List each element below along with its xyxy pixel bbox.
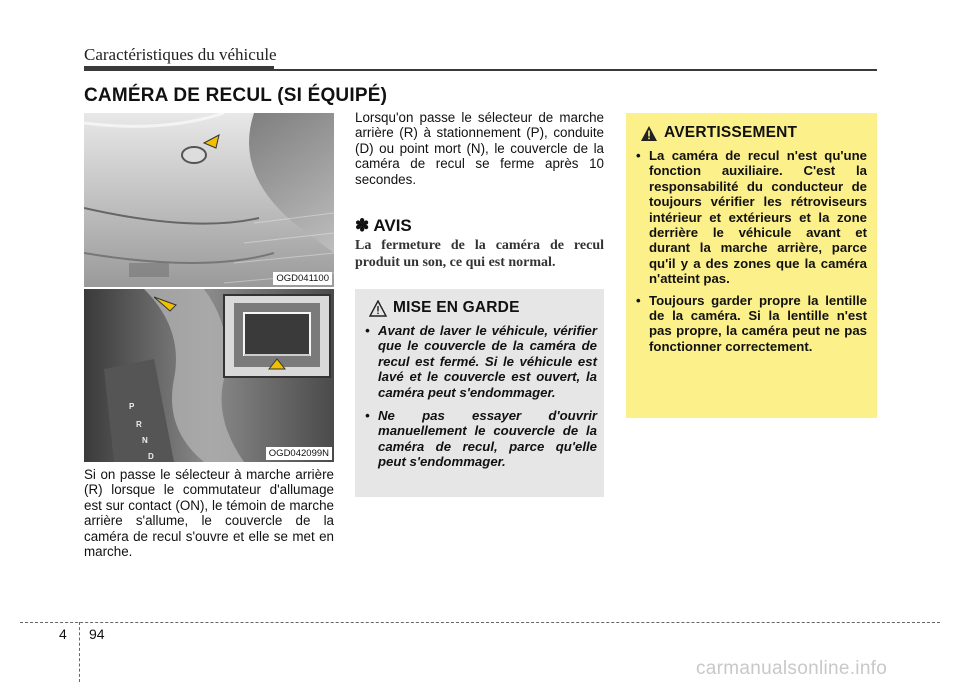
page-chapter-number: 4 <box>59 626 67 642</box>
caution-box <box>355 289 604 497</box>
gear-label-r: R <box>136 420 142 429</box>
gear-label-p: P <box>129 402 135 411</box>
column2-paragraph: Lorsqu'on passe le sélecteur de marche arrière (R) à stationnement (P), conduite (D) ou point mort (N), le couvercle de la caméra de recul se ferme après 10 secondes. <box>355 110 604 187</box>
warning-triangle-icon <box>640 125 658 142</box>
caution-item-text: Ne pas essayer d'ouvrir manuellement le couvercle de la caméra de recul, parce qu'elle peut s'endommager. <box>378 408 597 470</box>
rear-camera-photo <box>84 113 334 287</box>
caution-item <box>365 323 597 400</box>
warning-item <box>636 293 867 355</box>
warning-title: AVERTISSEMENT <box>664 124 798 141</box>
section-title: CAMÉRA DE RECUL (SI ÉQUIPÉ) <box>84 85 388 106</box>
warning-item <box>636 148 867 287</box>
footer-dashed-line <box>20 622 940 623</box>
bullet-icon: • <box>365 323 370 338</box>
warning-list <box>636 148 867 360</box>
warning-item-text: Toujours garder propre la lentille de la caméra. Si la lentille n'est pas propre, la caméra peut ne pas fonctionner correctement. <box>649 292 867 354</box>
bullet-icon: • <box>636 292 641 308</box>
caution-item-text: Avant de laver le véhicule, vérifier que le couvercle de la caméra de recul est fermé. Si le véhicule est lavé et le couvercle est ouvert, la caméra peut s'endommager. <box>378 323 597 400</box>
avis-symbol: ✽ <box>355 216 370 235</box>
figure-code-2: OGD042099N <box>266 447 332 460</box>
page-number: 94 <box>89 626 105 642</box>
header-bar <box>84 66 274 71</box>
caution-title: MISE EN GARDE <box>393 299 520 316</box>
gear-label-n: N <box>142 436 148 445</box>
warning-box <box>626 113 877 418</box>
warning-item-text: La caméra de recul n'est qu'une fonction auxiliaire. C'est la responsabilité du conducteur de toujours vérifier les rétroviseurs intérieur et extérieurs et la zone derrière le véhicule avant et durant la marche arrière, parce qu'il y a des zones que la caméra n'atteint pas. <box>649 148 867 287</box>
caution-item <box>365 408 597 470</box>
rear-camera-illustration <box>84 113 334 287</box>
caution-list <box>365 323 597 478</box>
avis-title: AVIS <box>373 216 412 235</box>
caution-triangle-icon <box>369 300 387 317</box>
bullet-icon: • <box>636 148 641 163</box>
warning-header <box>640 122 797 144</box>
figure-code-1: OGD041100 <box>273 272 332 285</box>
caution-header <box>369 297 520 319</box>
column1-paragraph: Si on passe le sélecteur à marche arrière (R) lorsque le commutateur d'allumage est sur contact (ON), le témoin de marche arrière s'allume, le couvercle de la caméra de recul s'ouvre et elle se met en marche. <box>84 467 334 560</box>
gear-shifter-photo <box>84 289 334 462</box>
bullet-icon: • <box>365 408 370 424</box>
avis-heading <box>355 216 412 236</box>
gear-shifter-illustration <box>84 289 334 462</box>
chapter-header-title: Caractéristiques du véhicule <box>84 45 277 64</box>
gear-label-d: D <box>148 452 154 461</box>
avis-text: La fermeture de la caméra de recul produit un son, ce qui est normal. <box>355 238 604 270</box>
footer-divider <box>79 622 80 682</box>
header-rule <box>274 69 877 71</box>
watermark: carmanualsonline.info <box>696 658 888 679</box>
